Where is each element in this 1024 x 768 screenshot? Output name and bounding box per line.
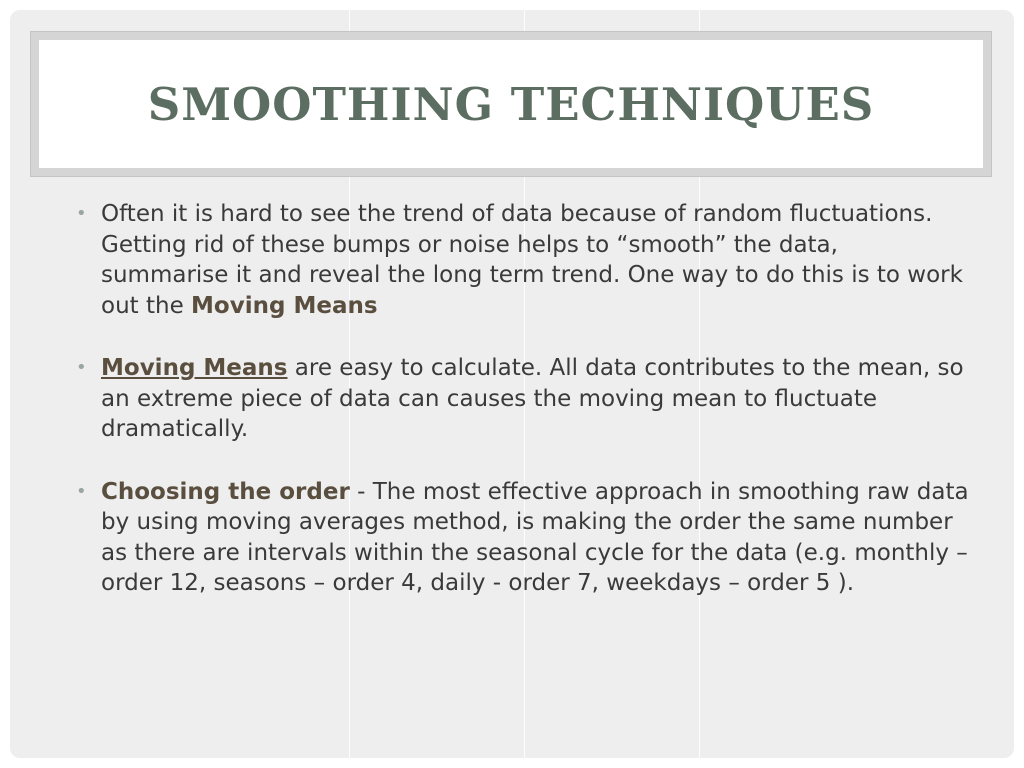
slide	[10, 10, 1014, 758]
bullet-item-moving-means	[76, 353, 971, 445]
bullet-dot-icon: •	[76, 480, 87, 502]
keyword-moving-means: Moving Means	[191, 292, 378, 319]
bullet-dot-icon: •	[76, 357, 87, 378]
bullet-dot-icon: •	[76, 203, 87, 224]
bullet-text: Often it is hard to see the trend of data because of random fluctuations. Getting rid of these bumps or noise helps to “smooth” the data, summarise it and reveal the long term trend. One way to do this is to work out the	[101, 201, 963, 319]
bullet-text: are easy to calculate. All data contributes to the mean, so an extreme piece of data can causes the moving mean to fluctuate dramatically.	[101, 355, 964, 442]
bullet-item-choosing-order	[76, 477, 971, 599]
keyword-choosing-the-order: Choosing the order	[101, 478, 350, 505]
title-frame	[30, 31, 992, 177]
bullet-text: - The most effective approach in smoothing raw data by using moving averages method, is making the order the same number as there are intervals within the seasonal cycle for the data (e.g. monthly – order 12, seasons – order 4, daily - order 7, weekdays – order 5 ).	[101, 478, 969, 596]
slide-title: SMOOTHING TECHNIQUES	[147, 77, 875, 131]
bullet-item-trend	[76, 199, 971, 321]
keyword-moving-means-underlined: Moving Means	[101, 355, 288, 381]
bullet-list	[76, 199, 971, 631]
title-panel	[39, 40, 983, 168]
